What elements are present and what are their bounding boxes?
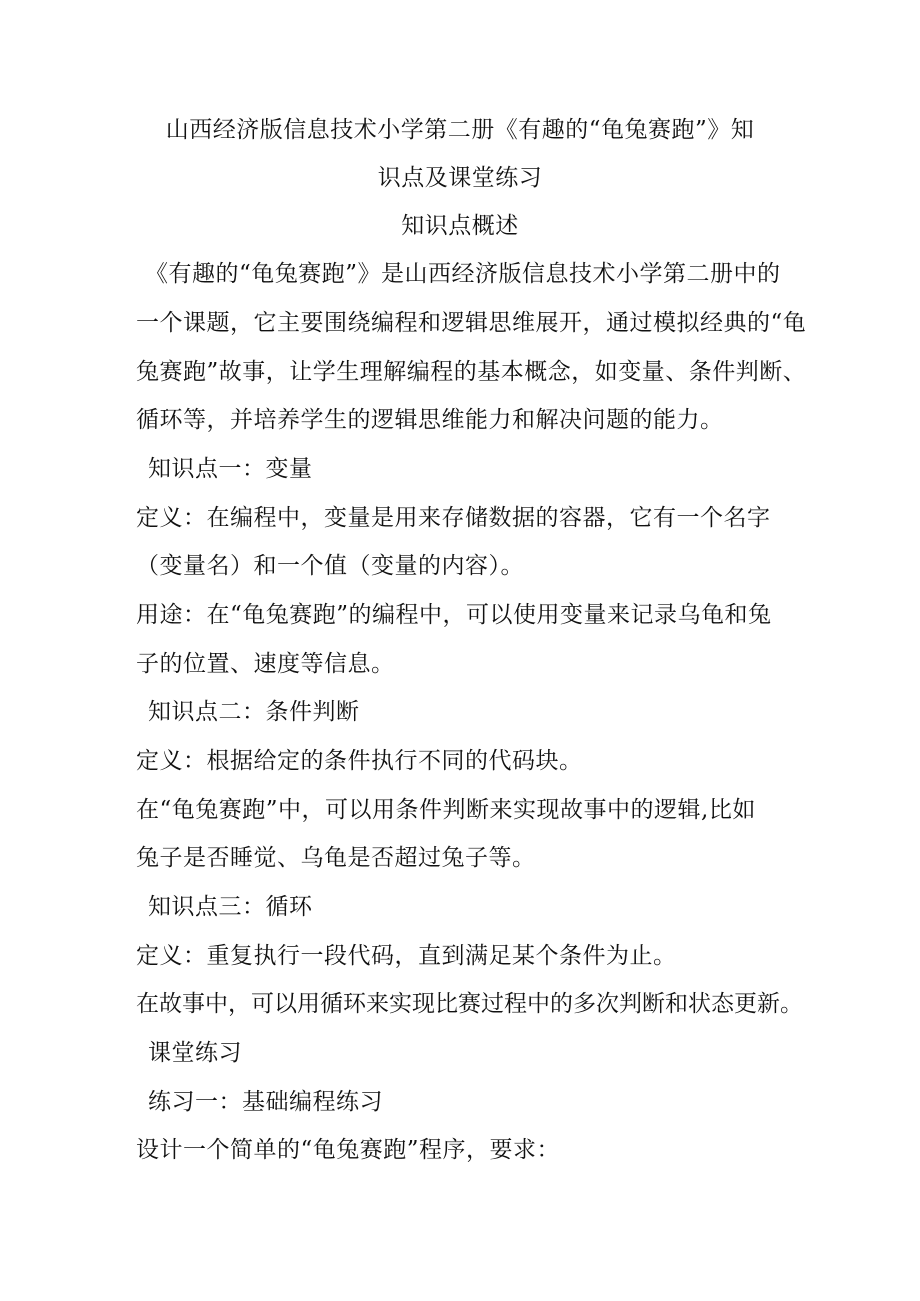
intro-line-3: 兔赛跑”故事，让学生理解编程的基本概念，如变量、条件判断、	[136, 359, 807, 385]
document-title-line-1: 山西经济版信息技术小学第二册《有趣的“龟兔赛跑”》知	[165, 117, 755, 143]
practice-heading: 课堂练习	[148, 1040, 242, 1066]
point2-usage-line-1: 在“龟兔赛跑”中，可以用条件判断来实现故事中的逻辑,比如	[136, 797, 756, 823]
point2-usage-line-2: 兔子是否睡觉、乌龟是否超过兔子等。	[136, 845, 536, 871]
exercise1-line: 设计一个简单的“龟兔赛跑”程序，要求：	[136, 1137, 561, 1163]
point1-definition-line-2: （变量名）和一个值（变量的内容）。	[136, 553, 524, 579]
point3-definition: 定义：重复执行一段代码，直到满足某个条件为止。	[136, 943, 677, 969]
document-title-line-2: 识点及课堂练习	[377, 165, 543, 191]
intro-line-4: 循环等，并培养学生的逻辑思维能力和解决问题的能力。	[136, 407, 724, 433]
exercise1-heading: 练习一：基础编程练习	[148, 1089, 383, 1115]
point3-heading: 知识点三：循环	[148, 894, 313, 920]
point1-usage-line-2: 子的位置、速度等信息。	[136, 651, 395, 677]
intro-line-2: 一个课题，它主要围绕编程和逻辑思维展开，通过模拟经典的“龟	[136, 310, 807, 336]
intro-line-1: 《有趣的“龟兔赛跑”》是山西经济版信息技术小学第二册中的	[145, 261, 781, 287]
point2-definition: 定义：根据给定的条件执行不同的代码块。	[136, 748, 583, 774]
point1-definition-line-1: 定义：在编程中，变量是用来存储数据的容器，它有一个名字	[136, 505, 771, 531]
point2-heading: 知识点二：条件判断	[148, 699, 360, 725]
point1-heading: 知识点一：变量	[148, 456, 313, 482]
point1-usage-line-1: 用途：在“龟兔赛跑”的编程中，可以使用变量来记录乌龟和兔	[136, 602, 772, 628]
point3-usage: 在故事中，可以用循环来实现比赛过程中的多次判断和状态更新。	[136, 991, 803, 1017]
overview-heading: 知识点概述	[401, 213, 519, 239]
